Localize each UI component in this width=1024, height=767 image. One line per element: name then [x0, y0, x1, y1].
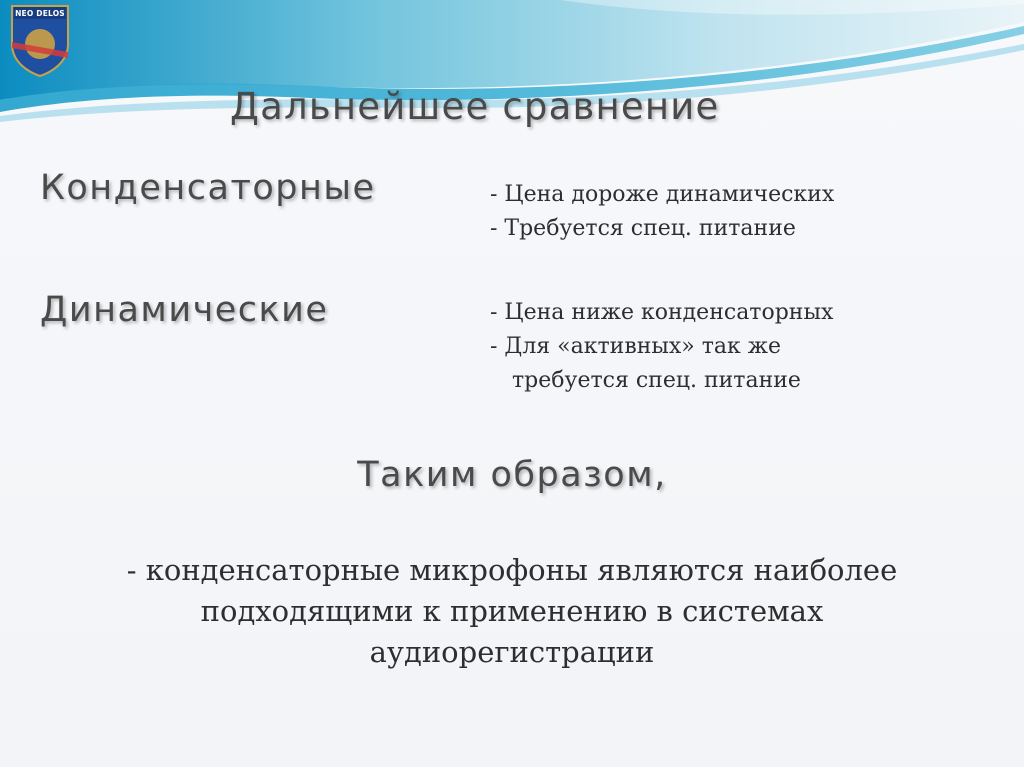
- list-item-continuation: требуется спец. питание: [512, 368, 801, 393]
- logo: [8, 4, 72, 78]
- conclusion-text: [20, 550, 1004, 673]
- dynamic-points: [490, 296, 833, 398]
- section-heading-dynamic: Динамические: [40, 290, 329, 330]
- list-item: - Для «активных» так же: [490, 334, 782, 359]
- list-item: - Цена дороже динамических: [490, 182, 835, 207]
- conclusion-line: аудиорегистрации: [369, 635, 655, 669]
- condenser-points: [490, 178, 834, 246]
- conclusion-heading: Таким образом,: [357, 455, 667, 495]
- conclusion-line: - конденсаторные микрофоны являются наиболее: [126, 553, 898, 587]
- logo-text: NEO DELOS: [15, 9, 65, 18]
- section-heading-condenser: Конденсаторные: [40, 168, 376, 208]
- list-item: - Требуется спец. питание: [490, 216, 796, 241]
- slide-title: Дальнейшее сравнение: [230, 85, 720, 128]
- list-item: - Цена ниже конденсаторных: [490, 300, 834, 325]
- conclusion-line: подходящими к применению в системах: [200, 594, 824, 628]
